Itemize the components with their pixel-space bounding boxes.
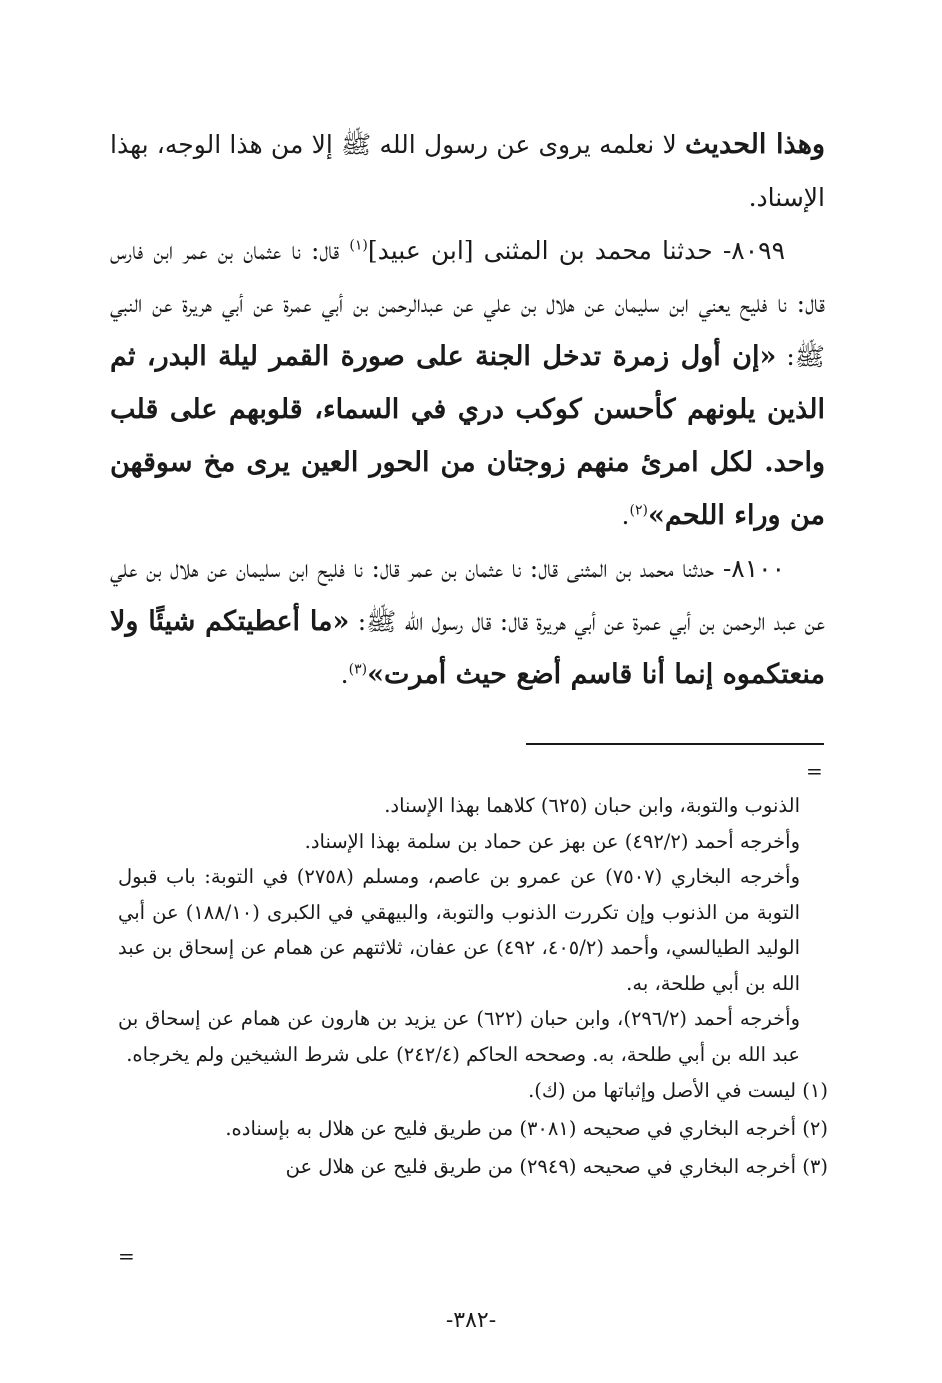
hadith-matn: «إن أول زمرة تدخل الجنة على صورة القمر ليلة البدر، ثم الذين يلونهم كأحسن كوكب دري في السماء، قلوبهم على قلب واحد. لكل امرئ منهم زوجتان من الحور العين يرى مخ سوقهن من وراء اللحم» [110, 341, 825, 531]
continued-mark: = [118, 1244, 135, 1268]
footnote-note: (٣) أخرجه البخاري في صحيحه (٢٩٤٩) من طريق فليح عن هلال عن [285, 1155, 828, 1178]
footnote-note: (١) ليست في الأصل وإثباتها من (ك). [528, 1079, 828, 1102]
footnote-line: وأخرجه أحمد (٢٩٦/٢)، وابن حبان (٦٢٢) عن يزيد بن هارون عن همام عن إسحاق بن عبد الله بن أبي طلحة، به. وصححه الحاكم (٢٤٢/٤) على شرط الشيخين ولم يخرجاه. [118, 1007, 800, 1066]
footnotes [118, 788, 828, 1186]
continued-mark: = [806, 759, 823, 783]
page-number: -٣٨٢- [445, 1308, 497, 1333]
punctuation: . [340, 660, 349, 689]
hadith-text: ٨٠٩٩- حدثنا محمد بن المثنى [ابن عبيد] [367, 236, 785, 265]
footnote-line: وأخرجه أحمد (٤٩٢/٢) عن بهز عن حماد بن سلمة بهذا الإسناد. [304, 829, 800, 853]
hadith-matn: «ما أعطيتكم شيئًا ولا منعتكموه إنما أنا قاسم أضع حيث أمرت» [110, 606, 825, 690]
punctuation: . [621, 501, 630, 530]
footnote-ref[interactable]: (٢) [629, 502, 648, 519]
bold-phrase: وهذا الحديث [685, 129, 825, 160]
main-text [110, 118, 825, 701]
hadith-8099 [110, 224, 825, 542]
paragraph-text: لا نعلمه يروى عن رسول الله ﷺ إلا من هذا الوجه، بهذا الإسناد. [110, 130, 825, 212]
footnote-line: الذنوب والتوبة، وابن حبان (٦٢٥) كلاهما بهذا الإسناد. [384, 794, 800, 817]
footnote-ref[interactable]: (١) [349, 237, 368, 254]
paragraph-intro [110, 118, 825, 224]
hadith-text: ٨١٠٠- حدثنا محمد بن المثنى قال: نا عثمان بن عمر قال: نا فليح ابن سليمان عن هلال بن علي عن عبد الرحمن بن أبي عمرة عن أبي هريرة قال: قال رسول الله ﷺ: [110, 554, 826, 636]
hadith-8100 [110, 542, 825, 701]
footnote-divider [526, 743, 824, 745]
footnote-note: (٢) أخرجه البخاري في صحيحه (٣٠٨١) من طريق فليح عن هلال به بإسناده. [225, 1117, 828, 1140]
footnote-line: وأخرجه البخاري (٧٥٠٧) عن عمرو بن عاصم، ومسلم (٢٧٥٨) في التوبة: باب قبول التوبة من الذنوب وإن تكررت الذنوب والتوبة، والبيهقي في الكبرى (١٨٨/١٠) عن أبي الوليد الطيالسي، وأحمد (٤٠٥/٢، ٤٩٢) عن عفان، ثلاثتهم عن همام عن إسحاق بن عبد الله بن أبي طلحة، به. [118, 865, 801, 995]
footnote-ref[interactable]: (٣) [348, 661, 368, 678]
hadith-text: قال: نا عثمان بن عمر ابن فارس قال: نا فليح يعني ابن سليمان عن هلال بن علي عن عبدالرحمن بن أبي عمرة عن أبي هريرة عن النبي ﷺ: [110, 236, 825, 371]
